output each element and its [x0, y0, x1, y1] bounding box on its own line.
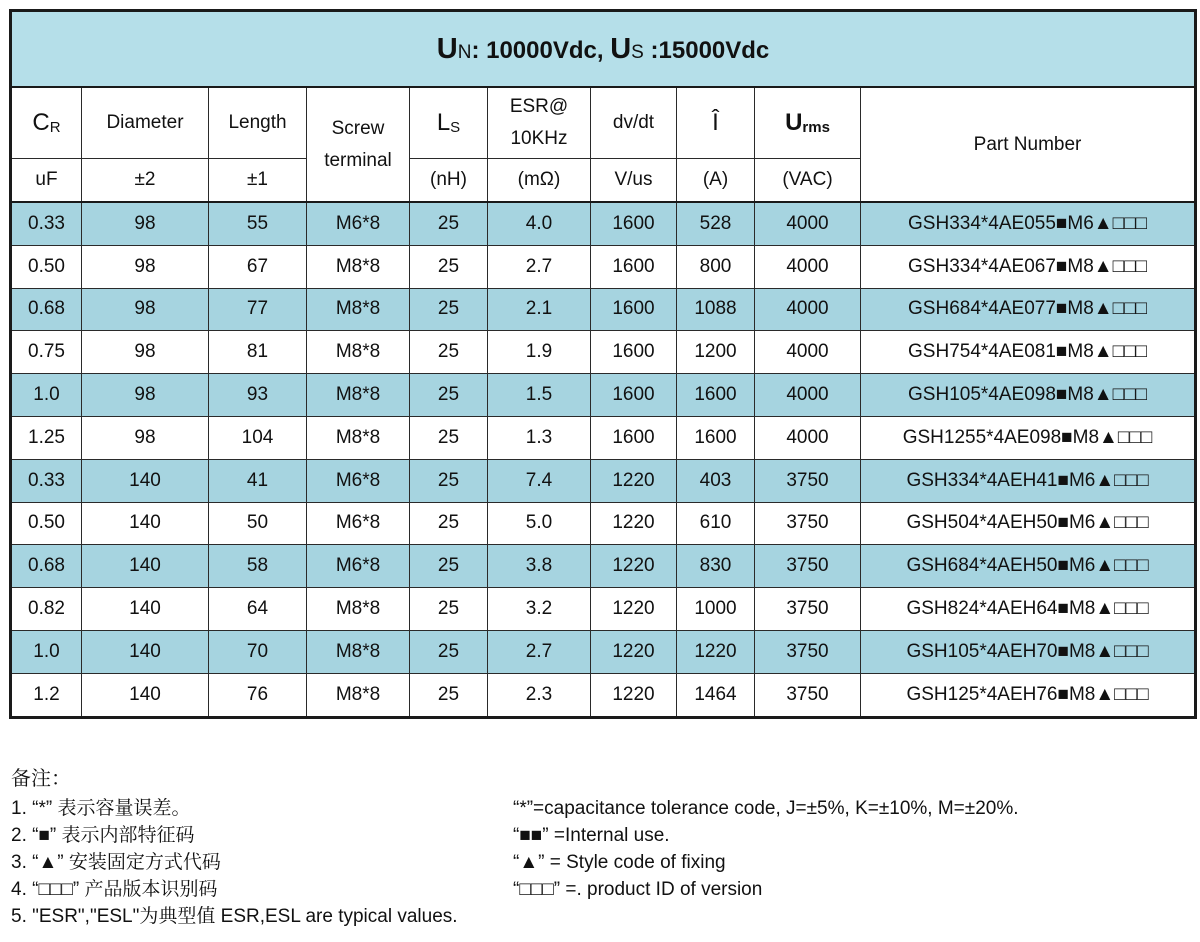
- cell-ls: 25: [410, 331, 488, 374]
- cell-part-number: GSH684*4AE077■M8▲□□□: [861, 288, 1196, 331]
- unit-diameter: ±2: [82, 159, 209, 203]
- table-row: [11, 630, 1196, 673]
- cell-diameter: 140: [82, 588, 209, 631]
- cell-dvdt: 1600: [591, 331, 677, 374]
- note-en: “▲” = Style code of fixing: [513, 852, 726, 873]
- cell-diameter: 140: [82, 673, 209, 717]
- table-row: [11, 459, 1196, 502]
- cell-esr: 2.3: [488, 673, 591, 717]
- cell-cr: 1.0: [11, 374, 82, 417]
- capacitor-spec-table: [9, 9, 1197, 719]
- cell-screw: M8*8: [307, 374, 410, 417]
- cell-cr: 0.75: [11, 331, 82, 374]
- note-en: “■■” =Internal use.: [513, 825, 670, 846]
- table-row: [11, 288, 1196, 331]
- cell-ipeak: 403: [677, 459, 755, 502]
- cell-part-number: GSH334*4AE055■M6▲□□□: [861, 202, 1196, 245]
- cell-cr: 0.82: [11, 588, 82, 631]
- cell-esr: 1.5: [488, 374, 591, 417]
- unit-cr: uF: [11, 159, 82, 203]
- un-subscript: N: [457, 41, 472, 63]
- cell-urms: 4000: [755, 288, 861, 331]
- cell-dvdt: 1600: [591, 202, 677, 245]
- un-symbol: U: [436, 32, 458, 65]
- cell-length: 81: [209, 331, 307, 374]
- cell-screw: M8*8: [307, 331, 410, 374]
- cell-length: 55: [209, 202, 307, 245]
- note-item: [11, 849, 1191, 876]
- cell-ls: 25: [410, 202, 488, 245]
- cell-dvdt: 1220: [591, 630, 677, 673]
- cell-dvdt: 1220: [591, 459, 677, 502]
- table-row: [11, 673, 1196, 717]
- cell-cr: 0.68: [11, 545, 82, 588]
- cell-part-number: GSH684*4AEH50■M6▲□□□: [861, 545, 1196, 588]
- cell-part-number: GSH105*4AEH70■M8▲□□□: [861, 630, 1196, 673]
- note-item: [11, 795, 1191, 822]
- cell-cr: 0.50: [11, 502, 82, 545]
- cell-diameter: 140: [82, 630, 209, 673]
- cell-esr: 7.4: [488, 459, 591, 502]
- header-esr: ESR@ 10KHz: [488, 87, 591, 159]
- cell-length: 50: [209, 502, 307, 545]
- cell-esr: 3.8: [488, 545, 591, 588]
- unit-ls: (nH): [410, 159, 488, 203]
- cell-urms: 3750: [755, 630, 861, 673]
- cell-part-number: GSH334*4AEH41■M6▲□□□: [861, 459, 1196, 502]
- note-item: [11, 903, 1191, 930]
- table-row: [11, 202, 1196, 245]
- cell-esr: 2.7: [488, 630, 591, 673]
- cell-dvdt: 1600: [591, 416, 677, 459]
- cell-cr: 0.33: [11, 459, 82, 502]
- cell-esr: 1.3: [488, 416, 591, 459]
- cell-ipeak: 1000: [677, 588, 755, 631]
- note-cn: 3. “▲” 安装固定方式代码: [11, 852, 221, 873]
- header-cr: $C_R$: [11, 87, 82, 159]
- cell-diameter: 98: [82, 374, 209, 417]
- cell-urms: 3750: [755, 545, 861, 588]
- header-row-names: [11, 87, 1196, 159]
- header-screw-terminal: Screw terminal: [307, 87, 410, 202]
- cell-ls: 25: [410, 288, 488, 331]
- cell-screw: M8*8: [307, 588, 410, 631]
- header-diameter: Diameter: [82, 87, 209, 159]
- cell-screw: M8*8: [307, 288, 410, 331]
- cell-ipeak: 1464: [677, 673, 755, 717]
- cell-dvdt: 1220: [591, 502, 677, 545]
- cell-esr: 3.2: [488, 588, 591, 631]
- cell-screw: M8*8: [307, 673, 410, 717]
- cell-screw: M8*8: [307, 245, 410, 288]
- cell-ipeak: 1600: [677, 374, 755, 417]
- header-length: Length: [209, 87, 307, 159]
- cell-esr: 4.0: [488, 202, 591, 245]
- header-urms: $U_{rms}$: [755, 87, 861, 159]
- cell-part-number: GSH334*4AE067■M8▲□□□: [861, 245, 1196, 288]
- cell-urms: 4000: [755, 416, 861, 459]
- cell-urms: 3750: [755, 459, 861, 502]
- un-value: : 10000Vdc,: [471, 36, 604, 64]
- cell-urms: 4000: [755, 202, 861, 245]
- note-item: [11, 876, 1191, 903]
- cell-length: 58: [209, 545, 307, 588]
- us-value: :15000Vdc: [643, 36, 770, 64]
- cell-length: 70: [209, 630, 307, 673]
- cell-ls: 25: [410, 374, 488, 417]
- cell-dvdt: 1600: [591, 245, 677, 288]
- cell-ls: 25: [410, 416, 488, 459]
- cell-ls: 25: [410, 502, 488, 545]
- cell-screw: M6*8: [307, 545, 410, 588]
- note-item: [11, 822, 1191, 849]
- note-en: “*”=capacitance tolerance code, J=±5%, K=±10%, M=±20%.: [513, 798, 1019, 819]
- cell-diameter: 98: [82, 288, 209, 331]
- cell-cr: 0.33: [11, 202, 82, 245]
- cell-ls: 25: [410, 545, 488, 588]
- cell-urms: 3750: [755, 588, 861, 631]
- unit-length: ±1: [209, 159, 307, 203]
- cell-esr: 2.7: [488, 245, 591, 288]
- cell-length: 77: [209, 288, 307, 331]
- cell-length: 67: [209, 245, 307, 288]
- cell-screw: M6*8: [307, 459, 410, 502]
- table-row: [11, 245, 1196, 288]
- unit-ipeak: (A): [677, 159, 755, 203]
- cell-dvdt: 1220: [591, 588, 677, 631]
- note-cn: 5. "ESR","ESL"为典型值 ESR,ESL are typical values.: [11, 906, 458, 927]
- cell-dvdt: 1220: [591, 545, 677, 588]
- cell-ls: 25: [410, 588, 488, 631]
- header-ls: $L_S$: [410, 87, 488, 159]
- cell-length: 41: [209, 459, 307, 502]
- cell-urms: 3750: [755, 502, 861, 545]
- table-row: [11, 545, 1196, 588]
- cell-ipeak: 1200: [677, 331, 755, 374]
- cell-screw: M8*8: [307, 416, 410, 459]
- cell-ls: 25: [410, 673, 488, 717]
- table-row: [11, 502, 1196, 545]
- cell-urms: 3750: [755, 673, 861, 717]
- cell-ipeak: 1600: [677, 416, 755, 459]
- cell-ipeak: 800: [677, 245, 755, 288]
- cell-ls: 25: [410, 459, 488, 502]
- cell-ipeak: 610: [677, 502, 755, 545]
- cell-ipeak: 830: [677, 545, 755, 588]
- cell-ls: 25: [410, 245, 488, 288]
- unit-dvdt: V/us: [591, 159, 677, 203]
- cell-part-number: GSH824*4AEH64■M8▲□□□: [861, 588, 1196, 631]
- cell-urms: 4000: [755, 374, 861, 417]
- cell-esr: 5.0: [488, 502, 591, 545]
- note-en: “□□□” =. product ID of version: [513, 879, 763, 900]
- cell-length: 93: [209, 374, 307, 417]
- notes-heading: 备注：: [11, 768, 71, 790]
- unit-urms: (VAC): [755, 159, 861, 203]
- cell-diameter: 140: [82, 545, 209, 588]
- note-cn: 1. “*” 表示容量误差。: [11, 798, 191, 819]
- cell-screw: M8*8: [307, 630, 410, 673]
- header-part-number: Part Number: [861, 87, 1196, 202]
- table-row: [11, 416, 1196, 459]
- us-subscript: S: [631, 41, 644, 63]
- cell-screw: M6*8: [307, 502, 410, 545]
- cell-esr: 1.9: [488, 331, 591, 374]
- cell-ipeak: 1088: [677, 288, 755, 331]
- cell-diameter: 98: [82, 331, 209, 374]
- unit-esr: (mΩ): [488, 159, 591, 203]
- cell-diameter: 98: [82, 202, 209, 245]
- cell-cr: 1.2: [11, 673, 82, 717]
- table-title: [11, 11, 1196, 88]
- cell-urms: 4000: [755, 245, 861, 288]
- cell-dvdt: 1220: [591, 673, 677, 717]
- header-dvdt: dv/dt: [591, 87, 677, 159]
- note-cn: 4. “□□□” 产品版本识别码: [11, 879, 218, 900]
- table-row: [11, 374, 1196, 417]
- cell-urms: 4000: [755, 331, 861, 374]
- cell-part-number: GSH504*4AEH50■M6▲□□□: [861, 502, 1196, 545]
- cell-ls: 25: [410, 630, 488, 673]
- notes-section: [11, 766, 1191, 930]
- cell-diameter: 140: [82, 459, 209, 502]
- cell-part-number: GSH754*4AE081■M8▲□□□: [861, 331, 1196, 374]
- cell-diameter: 98: [82, 416, 209, 459]
- cell-cr: 0.68: [11, 288, 82, 331]
- cell-screw: M6*8: [307, 202, 410, 245]
- cell-ipeak: 1220: [677, 630, 755, 673]
- cell-part-number: GSH105*4AE098■M8▲□□□: [861, 374, 1196, 417]
- us-symbol: U: [610, 32, 632, 65]
- cell-cr: 1.25: [11, 416, 82, 459]
- cell-part-number: GSH125*4AEH76■M8▲□□□: [861, 673, 1196, 717]
- cell-length: 104: [209, 416, 307, 459]
- cell-dvdt: 1600: [591, 288, 677, 331]
- cell-esr: 2.1: [488, 288, 591, 331]
- cell-part-number: GSH1255*4AE098■M8▲□□□: [861, 416, 1196, 459]
- cell-diameter: 98: [82, 245, 209, 288]
- cell-cr: 0.50: [11, 245, 82, 288]
- cell-length: 76: [209, 673, 307, 717]
- cell-diameter: 140: [82, 502, 209, 545]
- header-ipeak: Î: [677, 87, 755, 159]
- cell-length: 64: [209, 588, 307, 631]
- table-row: [11, 331, 1196, 374]
- note-cn: 2. “■” 表示内部特征码: [11, 825, 195, 846]
- cell-dvdt: 1600: [591, 374, 677, 417]
- cell-ipeak: 528: [677, 202, 755, 245]
- cell-cr: 1.0: [11, 630, 82, 673]
- table-row: [11, 588, 1196, 631]
